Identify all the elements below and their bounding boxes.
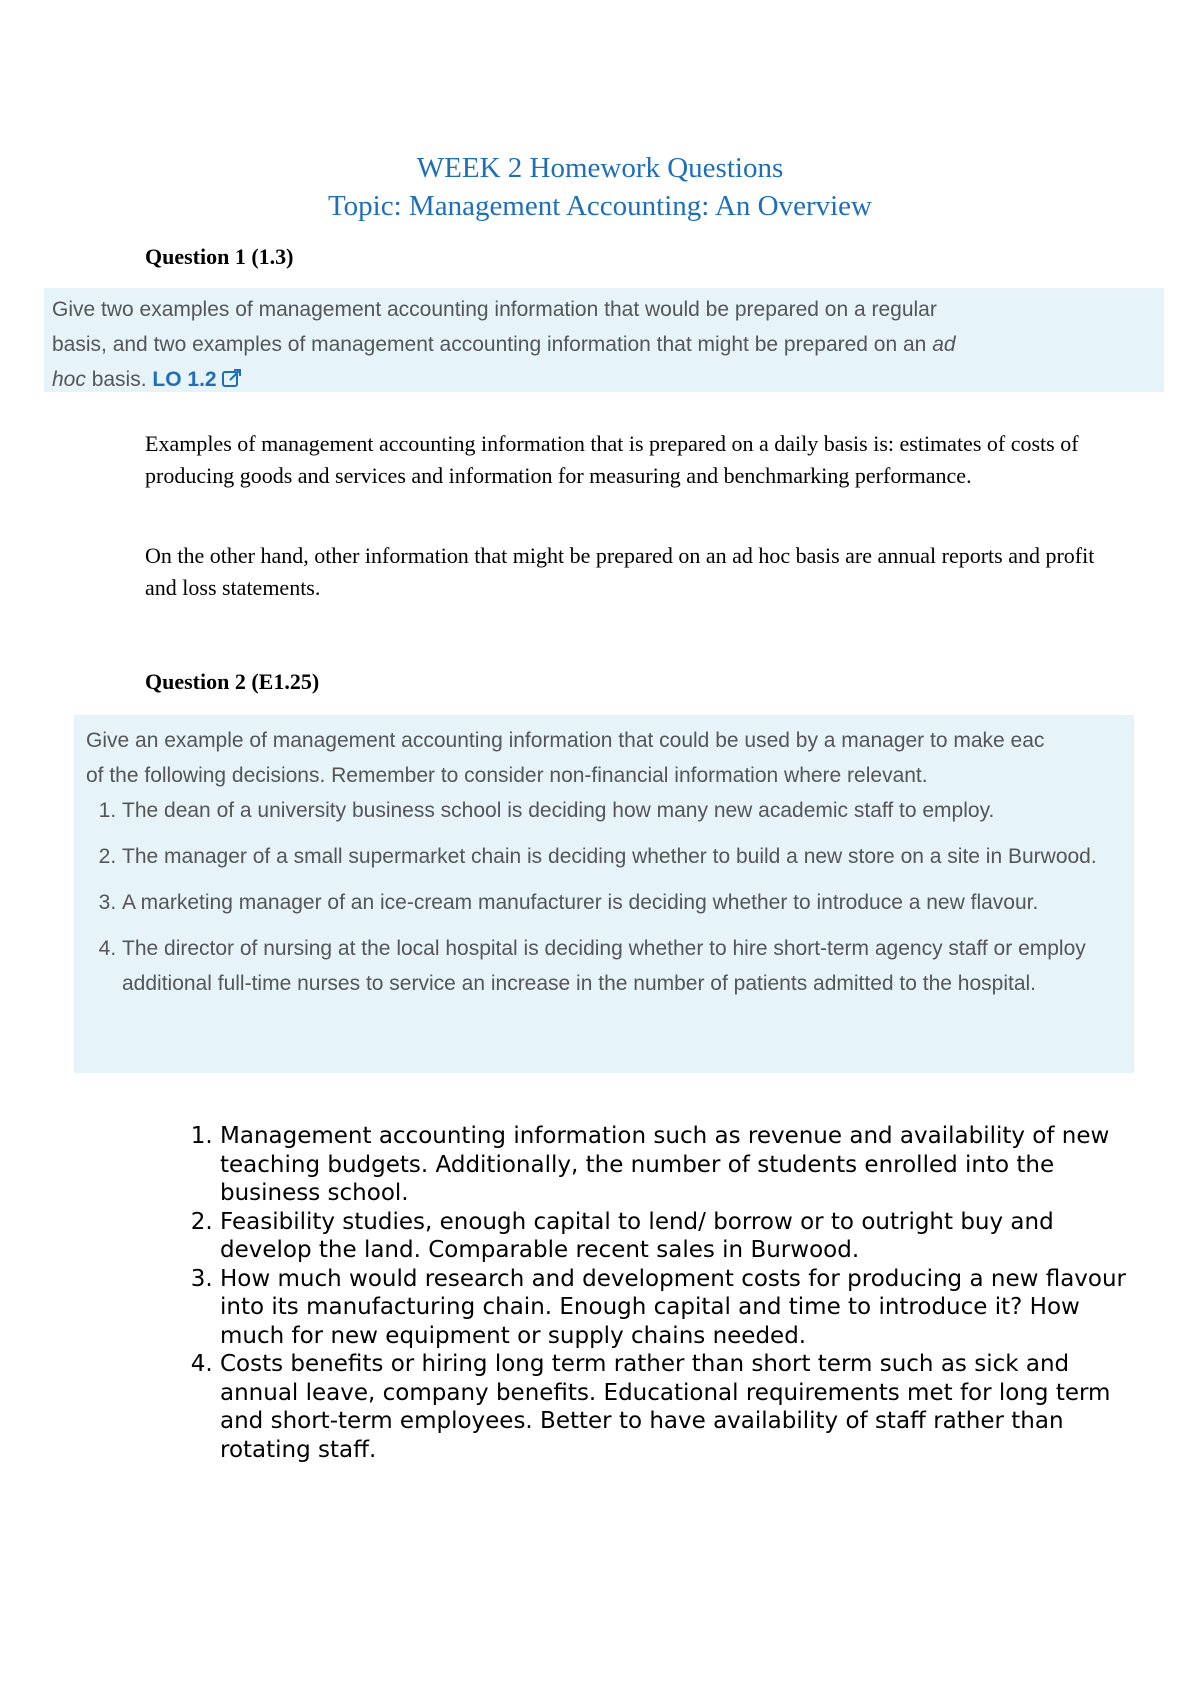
answer-item: 2. Feasibility studies, enough capital to lend/ borrow or to outright buy and develop the land. Comparable recent sales in Burwood.	[220, 1208, 1140, 1265]
question-1-prompt-line2: basis, and two examples of management accounting information that might be prepared on an	[52, 333, 927, 356]
question-2-prompt-line2: of the following decisions. Remember to consider non-financial information where relevant.	[86, 764, 928, 787]
question-1-prompt-italic-hoc: hoc	[52, 368, 86, 391]
question-2-prompt	[74, 715, 1134, 1073]
decision-item: 2. The manager of a small supermarket chain is deciding whether to build a new store on a site in Burwood.	[122, 839, 1122, 874]
question-1-prompt-end: basis.	[91, 368, 147, 391]
page-topic: Topic: Management Accounting: An Overview	[327, 190, 872, 222]
answer-item: 1. Management accounting information such as revenue and availability of new teaching budgets. Additionally, the number of students enrolled into the business school.	[220, 1122, 1140, 1208]
lo-link[interactable]	[152, 368, 242, 391]
answer-item: 4. Costs benefits or hiring long term rather than short term such as sick and annual leave, company benefits. Educational requirements met for long term and short-term employees. Better to have availability of staff rather than rotating staff.	[220, 1350, 1140, 1464]
question-2-prompt-line1: Give an example of management accounting information that could be used by a manager to make eac	[86, 729, 1045, 752]
question-2-heading: Question 2 (E1.25)	[145, 669, 320, 694]
question-1-prompt	[44, 288, 1164, 392]
question-1-prompt-line1: Give two examples of management accounting information that would be prepared on a regular	[52, 298, 937, 321]
question-2-decision-list	[86, 793, 1122, 1001]
decision-item: 3. A marketing manager of an ice-cream manufacturer is deciding whether to introduce a new flavour.	[122, 885, 1122, 920]
question-1-heading: Question 1 (1.3)	[145, 244, 294, 269]
question-1-answer-2: On the other hand, other information that might be prepared on an ad hoc basis are annual reports and profit and loss statements.	[145, 543, 1095, 600]
external-link-icon[interactable]	[221, 365, 243, 400]
question-1-answer-1: Examples of management accounting information that is prepared on a daily basis is: estimates of costs of producing goods and services and information for measuring and benchmarking performance.	[145, 431, 1079, 488]
page-title: WEEK 2 Homework Questions	[416, 152, 784, 184]
decision-item: 1. The dean of a university business school is deciding how many new academic staff to employ.	[122, 793, 1122, 828]
question-2-answer-list	[170, 1122, 1140, 1464]
lo-link-label: LO 1.2	[152, 368, 217, 391]
answer-item: 3. How much would research and development costs for producing a new flavour into its manufacturing chain. Enough capital and time to introduce it? How much for new equipment or supply chains needed.	[220, 1265, 1140, 1351]
decision-item: 4. The director of nursing at the local hospital is deciding whether to hire short-term agency staff or employ additional full-time nurses to service an increase in the number of patients admitted to the hospital.	[122, 931, 1122, 1001]
question-1-prompt-italic-ad: ad	[932, 333, 956, 356]
